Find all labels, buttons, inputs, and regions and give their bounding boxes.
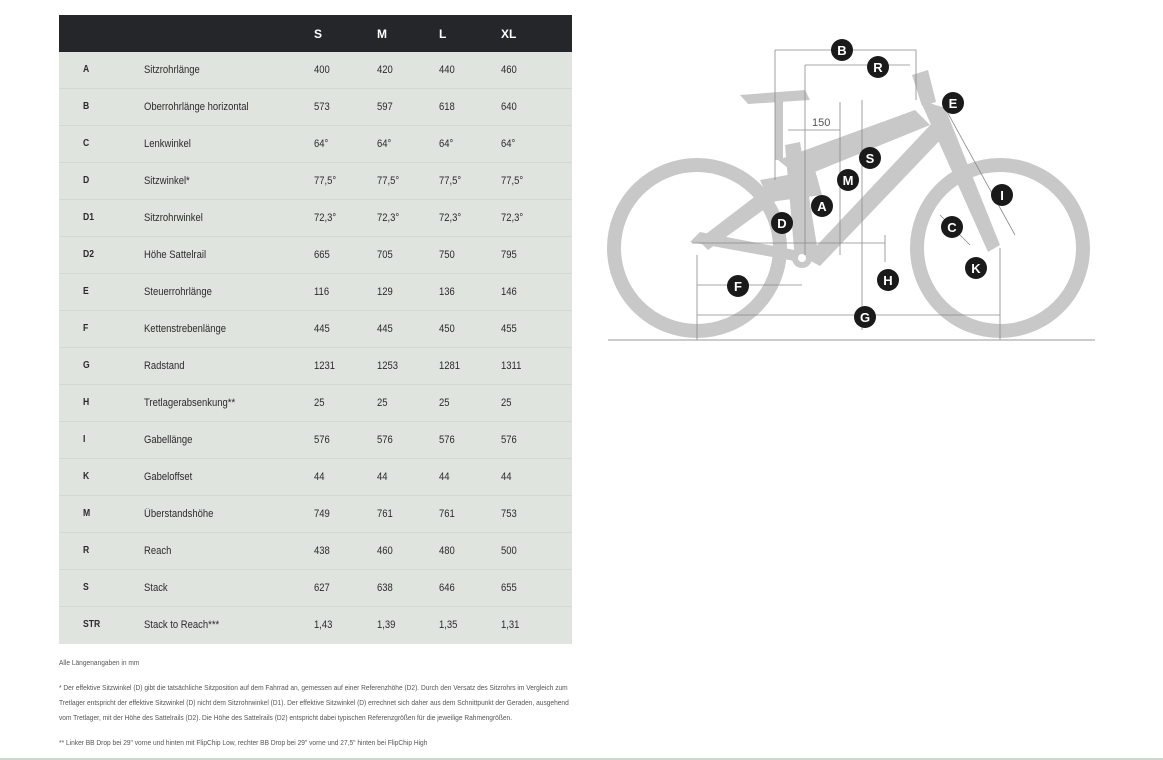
cell-label: Höhe Sattelrail: [144, 249, 207, 261]
cell-label: Sitzrohrwinkel: [144, 212, 203, 224]
cell-l: 77,5°: [439, 175, 462, 187]
cell-xl: 753: [501, 508, 517, 520]
svg-text:A: A: [817, 199, 827, 214]
header-size-s: S: [314, 27, 323, 41]
cell-l: 25: [439, 397, 450, 409]
footnote-seat-angle-3: vom Tretlager, mit der Höhe des Sattelrails (D2). Die Höhe des Sattelrails (D2) entspricht dabei typischen Referenzgrößen für die jeweilige Rahmengrößen.: [59, 713, 513, 722]
marker-c: [941, 216, 963, 238]
cell-s: 1,43: [314, 619, 333, 631]
cell-m: 597: [377, 101, 393, 113]
marker-b: [831, 39, 853, 61]
svg-text:G: G: [859, 310, 871, 325]
footnotes: [59, 655, 579, 750]
cell-l: 450: [439, 323, 455, 335]
cell-m: 64°: [377, 138, 392, 150]
table-row: [59, 52, 572, 89]
cell-xl: 655: [501, 582, 517, 594]
cell-code: D: [83, 175, 90, 186]
cell-label: Kettenstrebenlänge: [144, 323, 227, 335]
cell-s: 573: [314, 101, 330, 113]
svg-text:E: E: [948, 96, 958, 111]
cell-m: 1,39: [377, 619, 396, 631]
cell-l: 1281: [439, 360, 461, 372]
table-row: [59, 496, 572, 533]
cell-xl: 77,5°: [501, 175, 524, 187]
cell-l: 576: [439, 434, 455, 446]
cell-xl: 455: [501, 323, 517, 335]
cell-code: S: [83, 582, 89, 593]
cell-l: 761: [439, 508, 455, 520]
cell-m: 638: [377, 582, 393, 594]
cell-code: R: [83, 545, 90, 556]
table-row: [59, 274, 572, 311]
table-body: [59, 52, 572, 644]
marker-s: [859, 147, 881, 169]
bike-geometry-diagram: [600, 30, 1100, 350]
cell-s: 576: [314, 434, 330, 446]
marker-m: [837, 169, 859, 191]
cell-code: I: [83, 434, 86, 445]
cell-l: 646: [439, 582, 455, 594]
svg-text:K: K: [971, 261, 981, 276]
cell-label: Steuerrohrlänge: [144, 286, 212, 298]
cell-m: 1253: [377, 360, 399, 372]
cell-code: K: [83, 471, 90, 482]
cell-m: 77,5°: [377, 175, 400, 187]
table-row: [59, 607, 572, 644]
cell-l: 750: [439, 249, 455, 261]
cell-code: H: [83, 397, 90, 408]
table-row: [59, 89, 572, 126]
marker-g: [854, 306, 876, 328]
cell-l: 72,3°: [439, 212, 462, 224]
cell-label: Radstand: [144, 360, 185, 372]
cell-code: E: [83, 286, 89, 297]
cell-m: 129: [377, 286, 393, 298]
cell-code: D2: [83, 249, 95, 260]
marker-e: [942, 92, 964, 114]
cell-s: 445: [314, 323, 330, 335]
marker-f: [727, 275, 749, 297]
cell-label: Gabeloffset: [144, 471, 193, 483]
cell-l: 136: [439, 286, 455, 298]
svg-text:F: F: [734, 279, 742, 294]
cell-xl: 1311: [501, 360, 522, 372]
cell-s: 44: [314, 471, 325, 483]
marker-a: [811, 195, 833, 217]
marker-k: [965, 257, 987, 279]
cell-code: B: [83, 101, 90, 112]
geometry-table: [59, 15, 572, 644]
cell-s: 1231: [314, 360, 336, 372]
cell-xl: 64°: [501, 138, 516, 150]
cell-s: 665: [314, 249, 330, 261]
svg-text:H: H: [883, 273, 893, 288]
table-row: [59, 348, 572, 385]
units-note: Alle Längenangaben in mm: [59, 658, 140, 667]
cell-code: D1: [83, 212, 95, 223]
footnote-bb-drop: ** Linker BB Drop bei 29" vorne und hinten mit FlipChip Low, rechter BB Drop bei 29" vorne und 27,5" hinten bei FlipChip High: [59, 738, 428, 747]
table-row: [59, 200, 572, 237]
cell-l: 44: [439, 471, 450, 483]
table-header: [59, 15, 572, 52]
footnote-seat-angle-1: * Der effektive Sitzwinkel (D) gibt die tatsächliche Sitzposition auf dem Fahrrad an, gemessen auf einer Referenzhöhe (D2). Durch den Versatz des Sitzrohrs im Vergleich zum: [59, 683, 568, 692]
svg-text:M: M: [842, 173, 854, 188]
cell-label: Sitzrohrlänge: [144, 64, 200, 76]
cell-label: Stack to Reach***: [144, 619, 220, 631]
cell-label: Stack: [144, 582, 168, 594]
svg-text:I: I: [1000, 188, 1004, 203]
cell-m: 44: [377, 471, 388, 483]
cell-s: 400: [314, 64, 330, 76]
cell-label: Sitzwinkel*: [144, 175, 190, 187]
header-size-m: M: [377, 27, 387, 41]
table-row: [59, 126, 572, 163]
table-row: [59, 163, 572, 200]
cell-l: 1,35: [439, 619, 458, 631]
dimension-150-label: 150: [812, 117, 831, 129]
cell-xl: 460: [501, 64, 517, 76]
table-row: [59, 385, 572, 422]
header-size-l: L: [439, 27, 447, 41]
table-row: [59, 422, 572, 459]
cell-l: 480: [439, 545, 455, 557]
header-size-xl: XL: [501, 27, 517, 41]
cell-m: 761: [377, 508, 393, 520]
cell-s: 25: [314, 397, 325, 409]
cell-xl: 795: [501, 249, 517, 261]
cell-code: C: [83, 138, 90, 149]
cell-s: 749: [314, 508, 330, 520]
svg-text:R: R: [873, 60, 883, 75]
marker-r: [867, 56, 889, 78]
cell-label: Gabellänge: [144, 434, 193, 446]
cell-s: 627: [314, 582, 330, 594]
cell-code: F: [83, 323, 89, 334]
cell-m: 460: [377, 545, 393, 557]
cell-code: A: [83, 64, 90, 75]
table-row: [59, 570, 572, 607]
cell-s: 77,5°: [314, 175, 337, 187]
cell-l: 618: [439, 101, 455, 113]
footnote-seat-angle-2: Tretlager entspricht der effektive Sitzwinkel (D) nicht dem Sitzrohrwinkel (D1). Der effektive Sitzwinkel (D) errechnet sich daher aus dem Schnittpunkt der Geraden, ausgehend: [59, 698, 569, 707]
bike-illustration: [600, 30, 1100, 350]
cell-xl: 576: [501, 434, 517, 446]
cell-label: Lenkwinkel: [144, 138, 191, 150]
cell-label: Überstandshöhe: [144, 508, 214, 520]
cell-label: Tretlagerabsenkung**: [144, 397, 236, 409]
table-row: [59, 459, 572, 496]
cell-m: 445: [377, 323, 393, 335]
cell-s: 64°: [314, 138, 329, 150]
cell-xl: 1,31: [501, 619, 520, 631]
bottom-bracket: [798, 254, 806, 262]
cell-m: 705: [377, 249, 393, 261]
cell-m: 72,3°: [377, 212, 400, 224]
cell-s: 72,3°: [314, 212, 337, 224]
svg-text:B: B: [837, 43, 847, 58]
cell-code: M: [83, 508, 91, 519]
table-row: [59, 237, 572, 274]
cell-xl: 25: [501, 397, 512, 409]
cell-label: Reach: [144, 545, 172, 557]
svg-text:S: S: [865, 151, 875, 166]
cell-label: Oberrohrlänge horizontal: [144, 101, 249, 113]
cell-s: 116: [314, 286, 330, 298]
marker-d: [771, 212, 793, 234]
cell-l: 440: [439, 64, 455, 76]
cell-l: 64°: [439, 138, 454, 150]
cell-xl: 44: [501, 471, 512, 483]
svg-text:D: D: [777, 216, 787, 231]
cell-xl: 72,3°: [501, 212, 524, 224]
cell-xl: 500: [501, 545, 517, 557]
cell-m: 420: [377, 64, 393, 76]
cell-code: G: [83, 360, 90, 371]
cell-m: 25: [377, 397, 388, 409]
marker-h: [877, 269, 899, 291]
cell-xl: 146: [501, 286, 517, 298]
table-row: [59, 311, 572, 348]
cell-code: STR: [83, 619, 101, 630]
cell-s: 438: [314, 545, 330, 557]
table-row: [59, 533, 572, 570]
svg-text:C: C: [947, 220, 957, 235]
cell-m: 576: [377, 434, 393, 446]
cell-xl: 640: [501, 101, 517, 113]
marker-i: [991, 184, 1013, 206]
